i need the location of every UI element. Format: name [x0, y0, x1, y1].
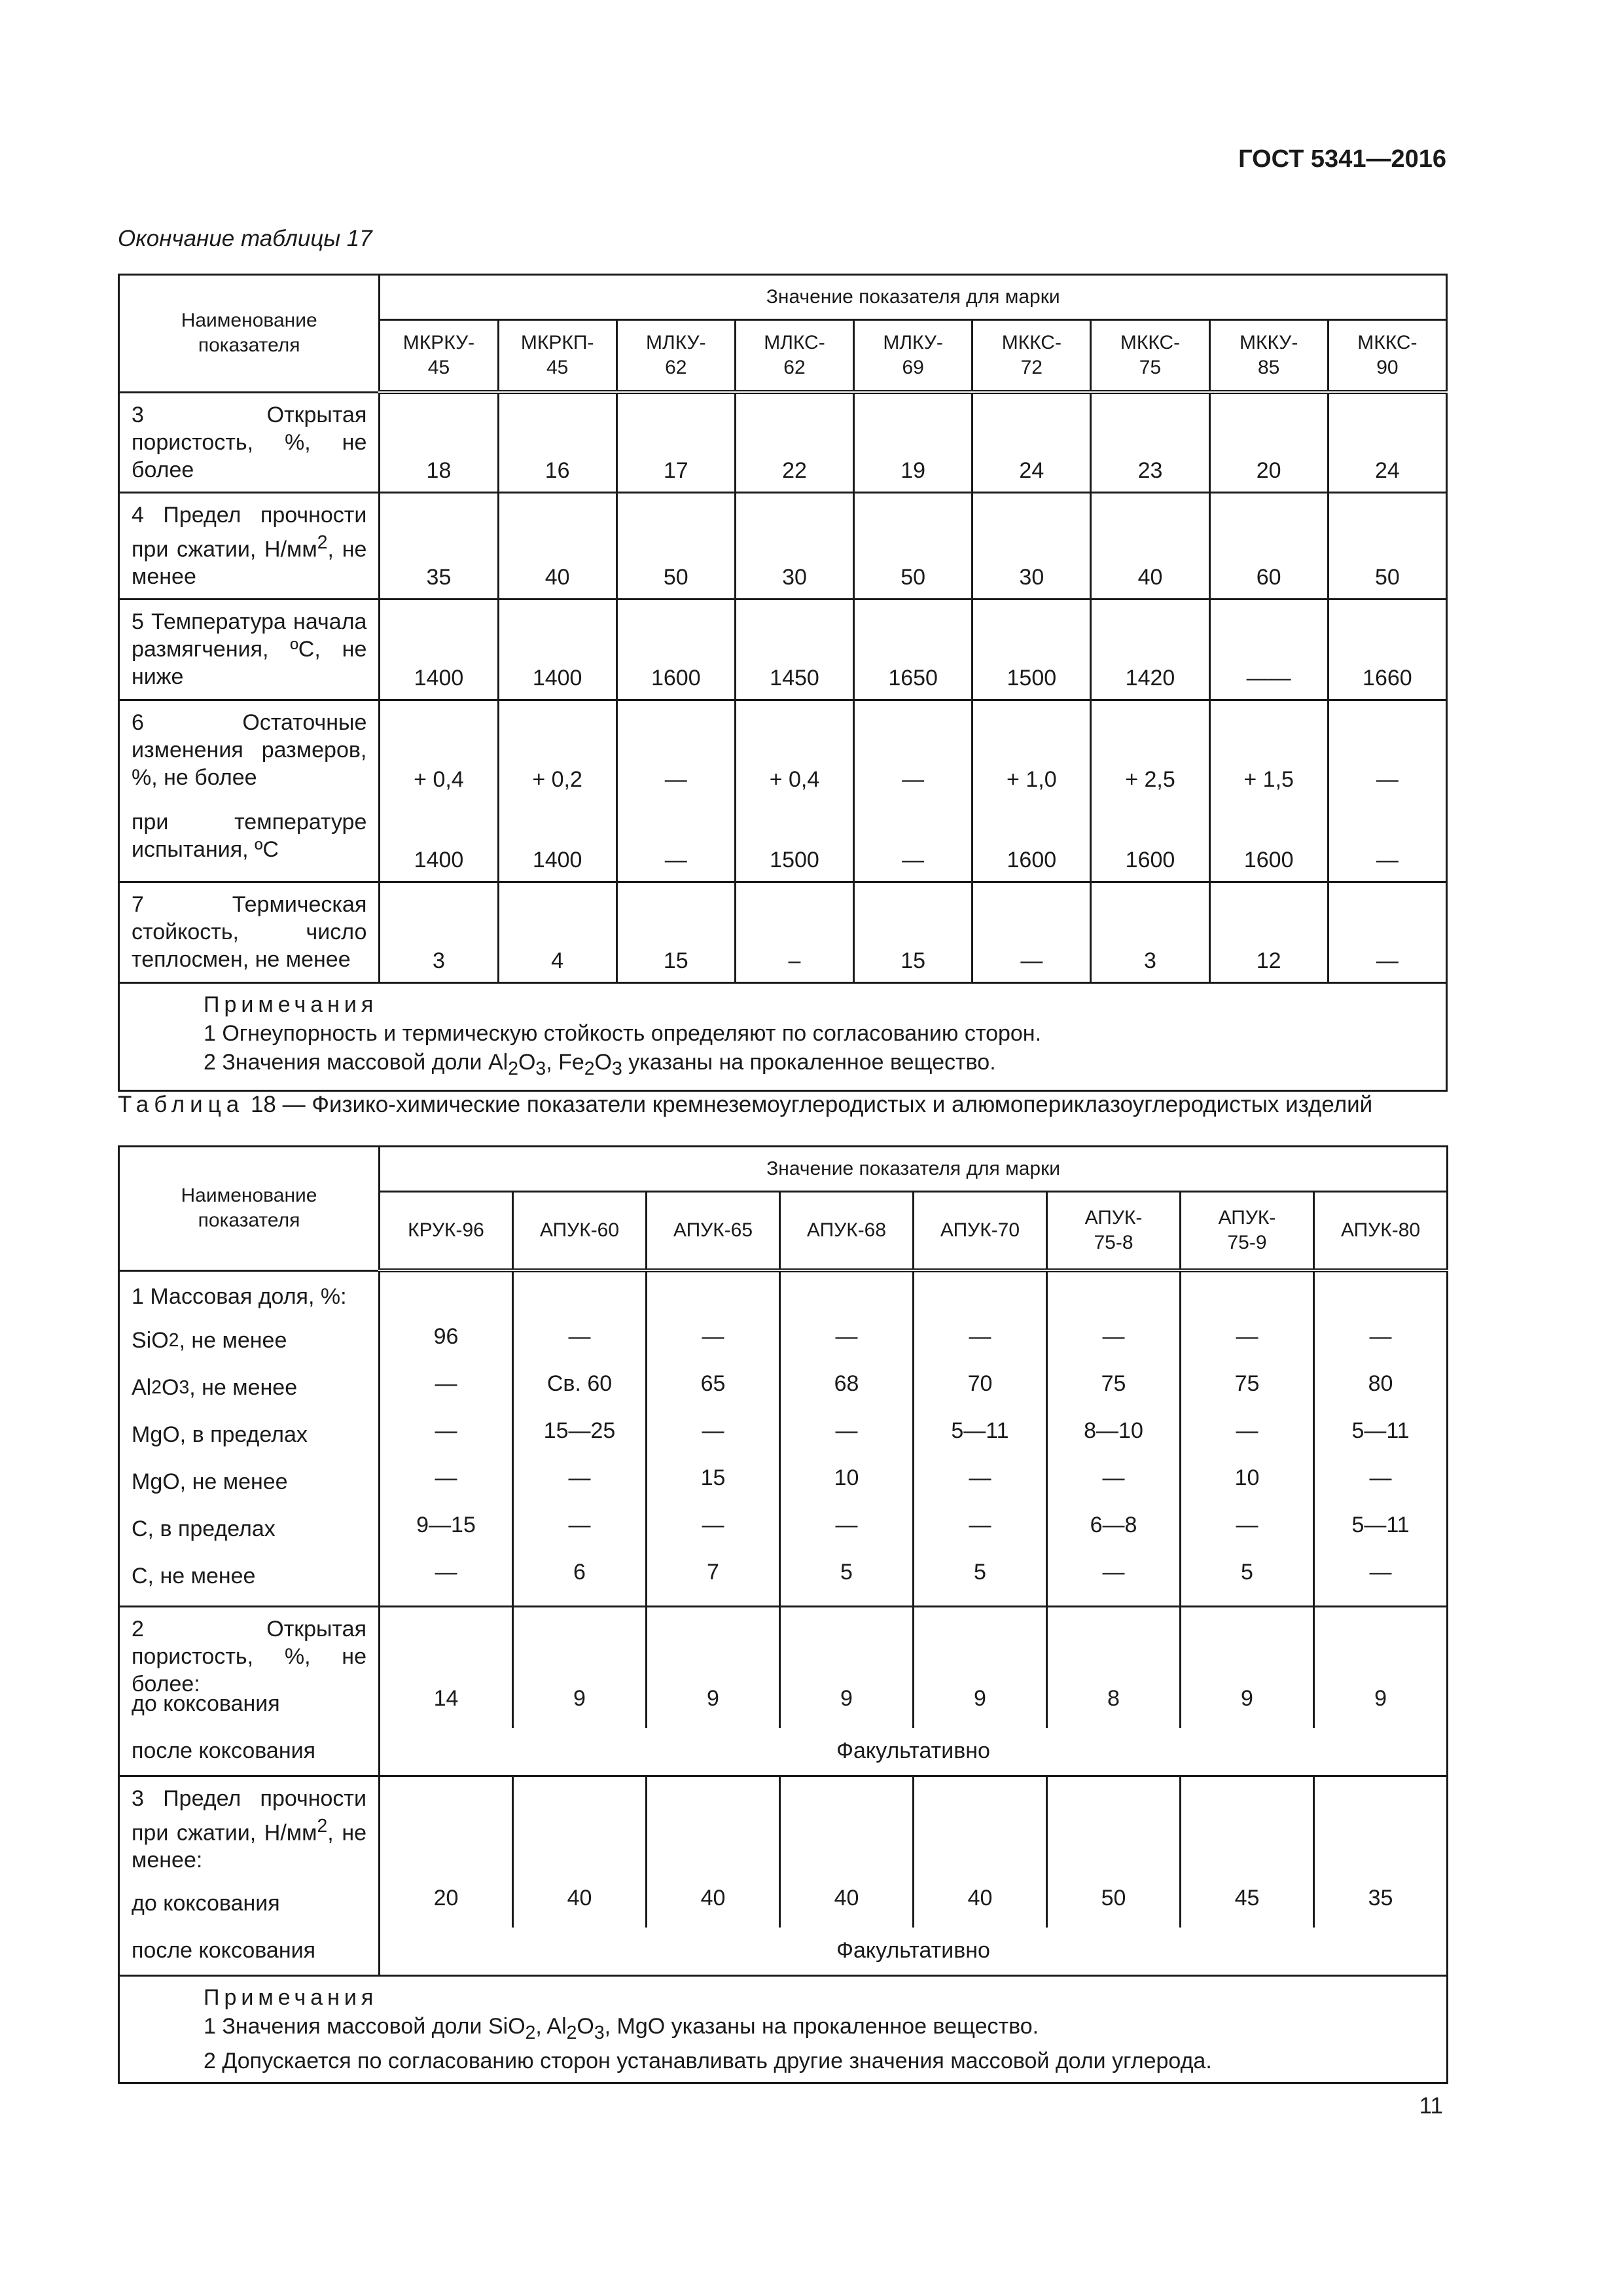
component-condition: , не менее [189, 1375, 298, 1400]
value-column [380, 1270, 513, 1606]
value-cell: 8—10 [1084, 1418, 1143, 1443]
value-cell: —— [1209, 599, 1328, 700]
value-cell: — [616, 800, 735, 882]
value-cell: + 1,0 [972, 700, 1091, 800]
value-cell: 50 [1101, 1886, 1126, 1910]
brand-label: 45 [546, 357, 569, 378]
brand-label: МККС- [1001, 332, 1061, 353]
mass-component-label [132, 1553, 366, 1600]
value-cell: 1400 [380, 599, 498, 700]
value-cell: — [1369, 1465, 1392, 1490]
component-name: С, в пределах [132, 1516, 276, 1541]
value-cell: 7 [707, 1559, 719, 1585]
component-subscript: 3 [179, 1377, 190, 1398]
value-cell: — [702, 1512, 724, 1537]
table18-notes [119, 1975, 1448, 2083]
value-cell: — [1369, 1559, 1392, 1585]
value-cell: — [1102, 1323, 1125, 1349]
brand-label: 62 [665, 357, 687, 378]
value-cell: 24 [1328, 392, 1446, 492]
value-cell: 8 [1107, 1686, 1120, 1711]
value-column [780, 1776, 914, 1928]
brand-label: КРУК-96 [408, 1219, 484, 1241]
value-cell: 1400 [498, 599, 616, 700]
value-cell: 45 [1234, 1886, 1260, 1910]
value-cell: — [702, 1418, 724, 1443]
component-name: С, не менее [132, 1564, 256, 1588]
value-cell: — [969, 1323, 991, 1349]
value-cell: — [702, 1323, 724, 1349]
row-name-compressive-strength: 3 Предел прочности при сжатии, $Н/мм^2$, не менее: до коксования [119, 1776, 380, 1928]
component-name: O [162, 1375, 179, 1400]
value-cell: + 0,4 [380, 700, 498, 800]
brand-label: МККУ- [1240, 332, 1298, 353]
value-cell: 40 [834, 1886, 859, 1910]
value-cell: 9 [1241, 1686, 1253, 1711]
value-column [380, 1606, 513, 1728]
brand-header [914, 1192, 1047, 1271]
brand-label: АПУК-70 [940, 1219, 1020, 1241]
value-column [914, 1776, 1047, 1928]
value-cell: 1660 [1328, 599, 1446, 700]
brand-label: 75 [1139, 357, 1162, 378]
brand-label: АПУК- [1084, 1207, 1143, 1229]
brand-header [616, 320, 735, 393]
brand-label: МЛКУ- [883, 332, 943, 353]
value-cell: 1600 [972, 800, 1091, 882]
value-cell: 16 [498, 392, 616, 492]
value-cell: 22 [735, 392, 853, 492]
value-cell: — [1236, 1418, 1258, 1443]
value-cell: 9 [573, 1686, 586, 1711]
brand-header [1091, 320, 1209, 393]
row-name-residual-changes: 6 Остаточные изменения размеров, %, не более [119, 700, 380, 800]
value-cell: 40 [498, 492, 616, 599]
brand-label: 75-8 [1094, 1232, 1133, 1253]
value-cell: — [568, 1323, 591, 1349]
value-cell: — [1328, 800, 1446, 882]
brand-header [735, 320, 853, 393]
value-cell: 75 [1234, 1371, 1260, 1396]
value-cell: — [1236, 1512, 1258, 1537]
value-cell: 50 [1328, 492, 1446, 599]
value-cell: — [835, 1323, 858, 1349]
brand-header [498, 320, 616, 393]
value-cell: 6 [573, 1559, 586, 1585]
row-name-test-temperature: при температуре испытания, ºС [119, 800, 380, 882]
table-17 [118, 274, 1448, 1092]
brand-label: АПУК-68 [806, 1219, 887, 1241]
value-cell: 50 [854, 492, 972, 599]
brand-label: 90 [1376, 357, 1399, 378]
table18-note-2: 2 Допускается по согласованию сторон устанавливать другие значения массовой доли углерода. [204, 2049, 1212, 2074]
brand-label: МКРКУ- [402, 332, 475, 353]
value-cell: 9 [840, 1686, 853, 1711]
component-name: SiO [132, 1328, 169, 1353]
brand-label: 75-9 [1227, 1232, 1267, 1253]
value-cell: — [1328, 700, 1446, 800]
value-cell: 1500 [735, 800, 853, 882]
row-name-porosity: 3 Открытая пористость, %, не более [119, 392, 380, 492]
mass-component-label [132, 1365, 366, 1412]
value-column [1181, 1270, 1314, 1606]
brand-label: МККС- [1120, 332, 1181, 353]
row-name-softening-temperature: 5 Температура начала размягчения, ºС, не ниже [119, 599, 380, 700]
brand-label: МККС- [1357, 332, 1418, 353]
table17-notes-title: Примечания [204, 992, 378, 1017]
value-cell: 75 [1101, 1371, 1126, 1396]
table17-continuation-title: Окончание таблицы 17 [118, 226, 372, 251]
value-cell: — [969, 1512, 991, 1537]
table17-note-1: 1 Огнеупорность и термическую стойкость определяют по согласованию сторон. [204, 1020, 1042, 1046]
value-cell: — [435, 1465, 457, 1490]
value-cell: — [568, 1512, 591, 1537]
value-cell: — [568, 1465, 591, 1490]
brand-header [1314, 1192, 1448, 1271]
value-cell: 5 [974, 1559, 986, 1585]
value-cell: 9 [707, 1686, 719, 1711]
value-cell: 3 [380, 882, 498, 982]
strength-before-label: до коксования [132, 1891, 280, 1916]
value-cell: — [435, 1418, 457, 1443]
value-cell: 68 [834, 1371, 859, 1396]
value-cell: 1450 [735, 599, 853, 700]
value-cell: 6—8 [1090, 1512, 1137, 1537]
value-cell: 30 [735, 492, 853, 599]
brand-header [780, 1192, 914, 1271]
value-cell: 15 [700, 1465, 726, 1490]
porosity-before-label: до коксования [132, 1691, 280, 1716]
value-cell: 15 [854, 882, 972, 982]
value-column [1047, 1270, 1181, 1606]
table17-notes [119, 982, 1447, 1090]
table18-title: Таблица 18 — Физико-химические показатели кремнеземоуглеродистых и алюмопериклазоуглеродистых изделий [118, 1092, 1373, 1117]
brand-header [854, 320, 972, 393]
value-cell: 1400 [498, 800, 616, 882]
value-column [1314, 1270, 1448, 1606]
value-cell: — [972, 882, 1091, 982]
value-cell: 10 [1234, 1465, 1260, 1490]
value-cell: — [1328, 882, 1446, 982]
value-cell: — [616, 700, 735, 800]
table18-note-1: 1 Значения массовой доли SiO$_2$, $Al_2O_3$, MgO указаны на прокаленное вещество. [204, 2013, 1039, 2043]
value-column [1314, 1606, 1448, 1728]
strength-after-value: Факультативно [380, 1928, 1448, 1976]
value-cell: 30 [972, 492, 1091, 599]
mass-fraction-title: 1 Массовая доля, %: [132, 1284, 347, 1309]
value-cell: 23 [1091, 392, 1209, 492]
row-name-thermal-resistance: 7 Термическая стойкость, число теплосмен, не менее [119, 882, 380, 982]
value-cell: 20 [433, 1886, 459, 1910]
value-column [1181, 1776, 1314, 1928]
value-cell: — [969, 1465, 991, 1490]
header-brand-group: Значение показателя для марки [380, 1147, 1448, 1192]
value-cell: 5—11 [951, 1418, 1009, 1443]
value-cell: 19 [854, 392, 972, 492]
value-column [1314, 1776, 1448, 1928]
row-name-porosity: 2 Открытая пористость, %, не более: до коксования [119, 1606, 380, 1728]
value-cell: 96 [433, 1323, 459, 1349]
value-column [380, 1776, 513, 1928]
value-cell: — [835, 1512, 858, 1537]
brand-label: АПУК-60 [539, 1219, 620, 1241]
table-18 [118, 1145, 1448, 2084]
brand-label: МЛКУ- [646, 332, 706, 353]
value-column [647, 1776, 780, 1928]
table17-note-2: 2 Значения массовой доли $Al_2O_3$, $Fe_2O_3$ указаны на прокаленное вещество. [204, 1049, 996, 1079]
value-column [1181, 1606, 1314, 1728]
component-name: Al [132, 1375, 152, 1400]
component-name: MgO, в пределах [132, 1422, 308, 1447]
brand-label: 85 [1257, 357, 1280, 378]
brand-header [647, 1192, 780, 1271]
brand-label: 62 [783, 357, 806, 378]
component-subscript: 2 [168, 1330, 179, 1351]
header-brand-group: Значение показателя для марки [380, 275, 1447, 320]
value-cell: 24 [972, 392, 1091, 492]
value-cell: — [1369, 1323, 1392, 1349]
header-parameter-name: Наименование показателя [119, 1147, 380, 1271]
value-cell: 9 [1374, 1686, 1387, 1711]
strength-after-label: после коксования [119, 1928, 380, 1976]
brand-header [1181, 1192, 1314, 1271]
value-cell: 10 [834, 1465, 859, 1490]
value-cell: + 1,5 [1209, 700, 1328, 800]
value-cell: 1600 [1209, 800, 1328, 882]
value-column [914, 1606, 1047, 1728]
brand-label: АПУК- [1218, 1207, 1276, 1229]
value-cell: — [835, 1418, 858, 1443]
value-cell: — [435, 1559, 457, 1585]
value-column [1047, 1776, 1181, 1928]
value-cell: 70 [967, 1371, 993, 1396]
brand-label: 72 [1020, 357, 1043, 378]
value-cell: 1650 [854, 599, 972, 700]
value-cell: 35 [380, 492, 498, 599]
value-cell: 3 [1091, 882, 1209, 982]
component-name: MgO, не менее [132, 1469, 288, 1494]
value-cell: — [854, 700, 972, 800]
brand-header [972, 320, 1091, 393]
value-cell: 9 [974, 1686, 986, 1711]
value-cell: + 0,2 [498, 700, 616, 800]
value-cell: 20 [1209, 392, 1328, 492]
value-cell: 40 [700, 1886, 726, 1910]
porosity-after-value: Факультативно [380, 1728, 1448, 1776]
value-cell: + 0,4 [735, 700, 853, 800]
mass-component-label [132, 1318, 366, 1365]
value-column [914, 1270, 1047, 1606]
value-column [780, 1606, 914, 1728]
row-name-compressive-strength: 4 Предел прочности при сжатии, $Н/мм^2$, не менее [119, 492, 380, 599]
value-cell: — [1236, 1323, 1258, 1349]
value-column [780, 1270, 914, 1606]
value-cell: – [735, 882, 853, 982]
value-cell: Св. 60 [546, 1371, 613, 1396]
table18-notes-title: Примечания [204, 1984, 378, 2010]
brand-label: МКРКП- [520, 332, 594, 353]
brand-label: АПУК-80 [1340, 1219, 1421, 1241]
value-cell: — [1102, 1559, 1125, 1585]
brand-header [380, 1192, 513, 1271]
value-cell: 40 [567, 1886, 592, 1910]
value-cell: + 2,5 [1091, 700, 1209, 800]
mass-component-label [132, 1506, 366, 1553]
mass-component-label [132, 1459, 366, 1506]
value-cell: 40 [967, 1886, 993, 1910]
value-cell: 40 [1091, 492, 1209, 599]
brand-header [513, 1192, 647, 1271]
value-column [513, 1776, 647, 1928]
value-cell: 9—15 [416, 1512, 476, 1537]
brand-label: 45 [427, 357, 450, 378]
component-condition: , не менее [179, 1328, 287, 1353]
brand-header [1047, 1192, 1181, 1271]
value-cell: 80 [1368, 1371, 1393, 1396]
value-cell: 17 [616, 392, 735, 492]
value-cell: 1600 [1091, 800, 1209, 882]
standard-number: ГОСТ 5341—2016 [1238, 145, 1446, 173]
brand-header [380, 320, 498, 393]
mass-component-label [132, 1412, 366, 1459]
value-cell: — [854, 800, 972, 882]
value-cell: 1400 [380, 800, 498, 882]
value-cell: 15 [616, 882, 735, 982]
page-number: 11 [1419, 2093, 1443, 2119]
value-cell: 4 [498, 882, 616, 982]
value-cell: 12 [1209, 882, 1328, 982]
value-cell: 50 [616, 492, 735, 599]
value-cell: 18 [380, 392, 498, 492]
value-column [1047, 1606, 1181, 1728]
value-column [647, 1606, 780, 1728]
porosity-after-label: после коксования [119, 1728, 380, 1776]
value-cell: 1500 [972, 599, 1091, 700]
value-cell: 1420 [1091, 599, 1209, 700]
header-parameter-name: Наименование показателя [119, 275, 380, 393]
value-column [513, 1270, 647, 1606]
component-subscript: 2 [151, 1377, 162, 1398]
brand-label: МЛКС- [764, 332, 825, 353]
brand-header [1209, 320, 1328, 393]
value-cell: 60 [1209, 492, 1328, 599]
value-column [513, 1606, 647, 1728]
brand-header [1328, 320, 1446, 393]
value-cell: 5 [1241, 1559, 1253, 1585]
value-cell: 65 [700, 1371, 726, 1396]
value-cell: 5 [840, 1559, 853, 1585]
brand-label: АПУК-65 [673, 1219, 753, 1241]
value-cell: 14 [433, 1686, 459, 1711]
value-cell: 1600 [616, 599, 735, 700]
value-cell: — [1102, 1465, 1125, 1490]
value-cell: 5—11 [1351, 1418, 1410, 1443]
value-cell: — [435, 1371, 457, 1396]
row-name-mass-fraction [119, 1270, 380, 1606]
brand-label: 69 [902, 357, 924, 378]
value-cell: 15—25 [543, 1418, 616, 1443]
value-cell: 5—11 [1351, 1512, 1410, 1537]
value-cell: 35 [1368, 1886, 1393, 1910]
value-column [647, 1270, 780, 1606]
